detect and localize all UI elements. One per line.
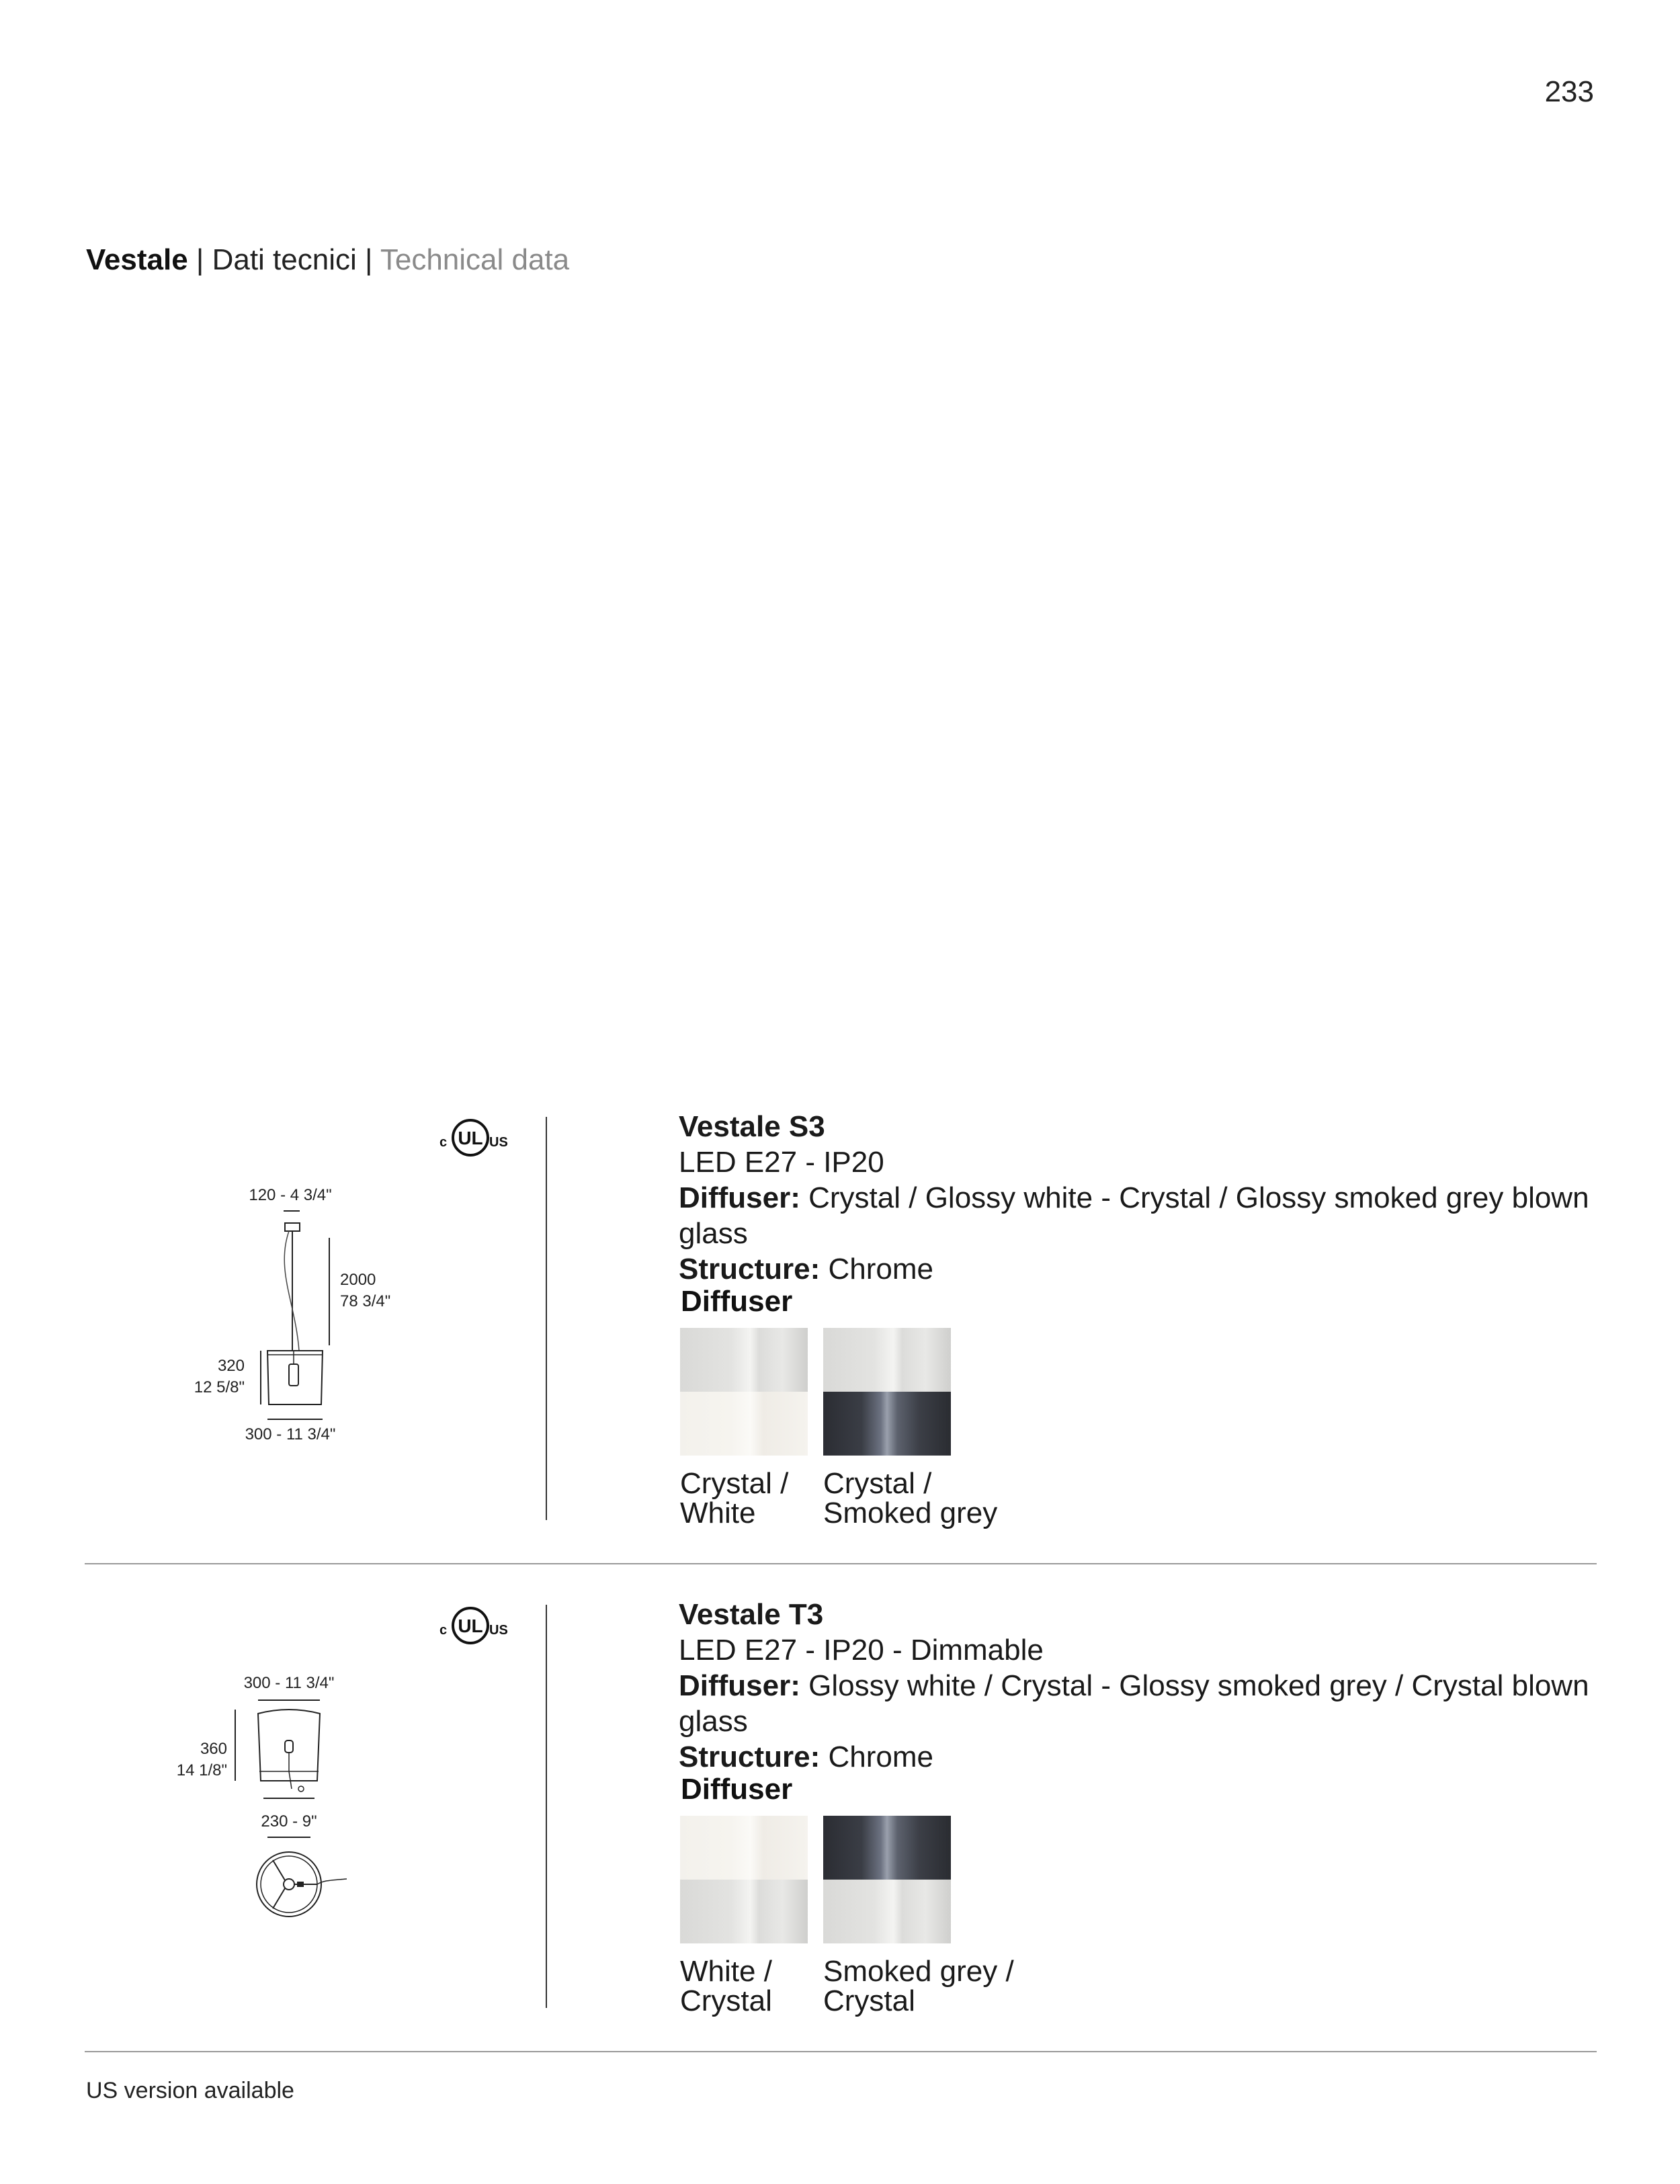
ul-certification-icon bbox=[435, 1116, 508, 1160]
t3-info bbox=[679, 1597, 1620, 1775]
svg-text:UL: UL bbox=[458, 1615, 483, 1636]
s3-info bbox=[679, 1109, 1620, 1287]
t3-structure-value: Chrome bbox=[820, 1740, 933, 1773]
swatch-label-line: Crystal / bbox=[823, 1467, 932, 1500]
svg-text:c: c bbox=[439, 1135, 448, 1150]
s3-swatch-crystal-white bbox=[680, 1328, 808, 1456]
s3-height-in: 12 5/8" bbox=[194, 1378, 245, 1396]
title-italian: Dati tecnici bbox=[212, 243, 357, 276]
s3-swatch-label-2 bbox=[823, 1469, 1038, 1528]
s3-structure-value: Chrome bbox=[820, 1253, 933, 1286]
t3-swatch-white-crystal bbox=[680, 1816, 808, 1943]
t3-diffuser-line bbox=[679, 1668, 1620, 1739]
s3-product-name: Vestale S3 bbox=[679, 1110, 825, 1143]
t3-height-mm: 360 bbox=[200, 1740, 227, 1758]
title-product: Vestale bbox=[86, 243, 188, 276]
svg-text:c: c bbox=[439, 1623, 448, 1638]
s3-diffuser-label: Diffuser: bbox=[679, 1181, 800, 1214]
swatch-label-line: White bbox=[680, 1497, 756, 1529]
footer-note: US version available bbox=[86, 2078, 294, 2103]
s3-canopy-dimension: 120 - 4 3/4" bbox=[249, 1186, 332, 1204]
page-number: 233 bbox=[1544, 75, 1594, 108]
s3-diffuser-line bbox=[679, 1180, 1620, 1251]
s3-diffuser-value: Crystal / Glossy white - Crystal / Glossy smoked grey blown glass bbox=[679, 1181, 1589, 1250]
column-divider bbox=[546, 1117, 547, 1520]
swatch-label-line: White / bbox=[680, 1955, 772, 1988]
section-divider bbox=[85, 1563, 1597, 1564]
t3-technical-drawing bbox=[148, 1671, 403, 1939]
s3-height-mm: 320 bbox=[217, 1357, 245, 1375]
t3-swatch-label-2 bbox=[823, 1957, 1038, 2016]
title-english: Technical data bbox=[380, 243, 570, 276]
ul-certification-icon bbox=[435, 1603, 508, 1648]
t3-spec: LED E27 - IP20 - Dimmable bbox=[679, 1634, 1044, 1667]
svg-text:US: US bbox=[489, 1135, 508, 1150]
s3-technical-drawing bbox=[161, 1183, 417, 1465]
swatch-label-line: Crystal bbox=[680, 1984, 772, 2017]
swatch-label-line: Crystal bbox=[823, 1984, 915, 2017]
title-separator: | bbox=[356, 243, 380, 276]
section-divider bbox=[85, 2051, 1597, 2052]
s3-width-dimension: 300 - 11 3/4" bbox=[245, 1425, 336, 1443]
s3-swatch-crystal-smoked bbox=[823, 1328, 951, 1456]
swatch-label-line: Smoked grey bbox=[823, 1497, 998, 1529]
svg-text:US: US bbox=[489, 1623, 508, 1638]
t3-diffuser-heading: Diffuser bbox=[681, 1773, 793, 1806]
t3-structure-label: Structure: bbox=[679, 1740, 821, 1773]
swatch-label-line: Crystal / bbox=[680, 1467, 789, 1500]
s3-structure-line bbox=[679, 1251, 1620, 1287]
swatch-label-line: Smoked grey / bbox=[823, 1955, 1014, 1988]
s3-structure-label: Structure: bbox=[679, 1253, 821, 1286]
s3-spec: LED E27 - IP20 bbox=[679, 1146, 884, 1179]
t3-structure-line bbox=[679, 1739, 1620, 1775]
s3-length-in: 78 3/4" bbox=[340, 1292, 391, 1310]
t3-width-dimension: 300 - 11 3/4" bbox=[243, 1674, 335, 1692]
t3-product-name: Vestale T3 bbox=[679, 1598, 824, 1631]
title-separator: | bbox=[187, 243, 212, 276]
t3-diffuser-value: Glossy white / Crystal - Glossy smoked grey / Crystal blown glass bbox=[679, 1669, 1589, 1738]
svg-text:UL: UL bbox=[458, 1128, 483, 1148]
t3-height-in: 14 1/8" bbox=[176, 1761, 227, 1779]
t3-swatch-smoked-crystal bbox=[823, 1816, 951, 1943]
s3-length-mm: 2000 bbox=[340, 1271, 376, 1289]
page-title bbox=[86, 243, 569, 277]
t3-base-dimension: 230 - 9" bbox=[261, 1812, 317, 1831]
column-divider bbox=[546, 1605, 547, 2008]
t3-diffuser-label: Diffuser: bbox=[679, 1669, 800, 1702]
s3-diffuser-heading: Diffuser bbox=[681, 1285, 793, 1318]
